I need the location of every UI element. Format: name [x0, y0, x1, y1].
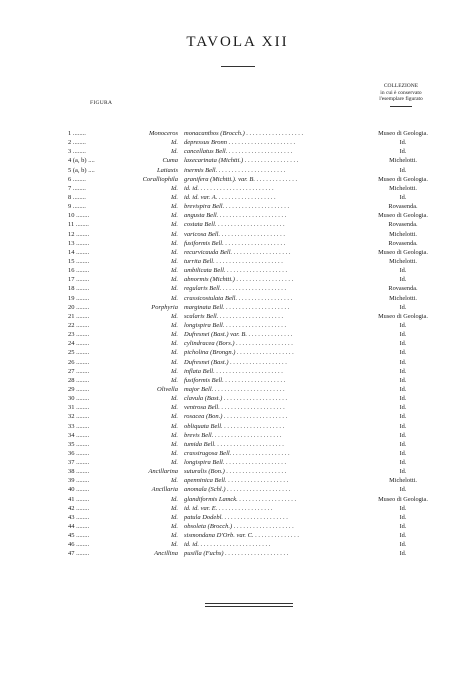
species-name: sismondana D'Orb. var. C. . . . . . . . . . . . . . .	[184, 532, 300, 540]
figure-number: 11 ........	[68, 221, 89, 229]
figure-number: 9 ........	[68, 203, 86, 211]
figure-number: 39 ........	[68, 477, 90, 485]
genus-name: Id.	[170, 541, 178, 549]
figure-number: 40 ........	[68, 486, 90, 494]
collection-name: Rovasenda.	[388, 203, 418, 211]
table-row	[0, 467, 475, 476]
table-row	[0, 403, 475, 412]
genus-name: Id.	[170, 513, 178, 521]
table-row	[0, 394, 475, 403]
collection-name: Id.	[399, 148, 407, 156]
header-collezione-line-2: in cui è conservato	[380, 89, 422, 96]
table-row	[0, 485, 475, 494]
table-row	[0, 422, 475, 431]
collection-name: Michelotti.	[389, 294, 417, 302]
species-name: ventrosa Bell. . . . . . . . . . . . . . . . . . . . .	[184, 404, 285, 412]
genus-name: Id.	[170, 285, 178, 293]
genus-name: Cuma	[162, 157, 178, 165]
figure-number: 29 ........	[68, 385, 90, 393]
table-row	[0, 522, 475, 531]
collection-name: Museo di Geologia.	[378, 248, 428, 256]
species-name: inflata Bell. . . . . . . . . . . . . . . . . . . . . .	[184, 367, 283, 375]
collection-name: Id.	[399, 385, 407, 393]
table-row	[0, 138, 475, 147]
figure-number: 47 ........	[68, 550, 90, 558]
species-name: longispira Bell. . . . . . . . . . . . . . . . . . . .	[184, 321, 287, 329]
species-name: crassirugosa Bell. . . . . . . . . . . . . . . . . . .	[184, 449, 290, 457]
figure-number: 20 ........	[68, 303, 90, 311]
species-name: crassicostulata Bell. . . . . . . . . . . . . . . . . .	[184, 294, 293, 302]
table-row	[0, 431, 475, 440]
species-name: tumida Bell. . . . . . . . . . . . . . . . . . . . . .	[184, 440, 285, 448]
species-name: rosacea (Bon.) . . . . . . . . . . . . . . . . . . . .	[184, 413, 288, 421]
genus-name: Ancillarina	[148, 468, 178, 476]
genus-name: Id.	[170, 395, 178, 403]
table-row	[0, 202, 475, 211]
table-row	[0, 549, 475, 558]
species-name: glandiformis Lamck. . . . . . . . . . . . . . . . . . .	[184, 495, 297, 503]
table-row	[0, 303, 475, 312]
collection-name: Museo di Geologia.	[378, 212, 428, 220]
genus-name: Id.	[170, 459, 178, 467]
collection-name: Museo di Geologia.	[378, 175, 428, 183]
page-title: TAVOLA XII	[186, 34, 289, 50]
genus-name: Id.	[170, 184, 178, 192]
collection-name: Id.	[399, 276, 407, 284]
genus-name: Id.	[170, 340, 178, 348]
table-row	[0, 513, 475, 522]
table-row	[0, 129, 475, 138]
species-name: fusiformis Bell. . . . . . . . . . . . . . . . . . . .	[184, 376, 286, 384]
collection-name: Michelotti.	[389, 257, 417, 265]
table-row	[0, 367, 475, 376]
figure-number: 3 ........	[68, 148, 86, 156]
species-name: pusilla (Fuchs) . . . . . . . . . . . . . . . . . . . .	[184, 550, 289, 558]
table-row	[0, 330, 475, 339]
collection-name: Id.	[399, 166, 407, 174]
collection-name: Id.	[399, 267, 407, 275]
species-name: id. id. var. A. . . . . . . . . . . . . . . . . . .	[184, 193, 276, 201]
species-name: suturalis (Bon.) . . . . . . . . . . . . . . . . . . .	[184, 468, 287, 476]
genus-name: Id.	[170, 221, 178, 229]
species-name: major Bell. . . . . . . . . . . . . . . . . . . . . . .	[184, 385, 285, 393]
table-row	[0, 257, 475, 266]
figure-number: 21 ........	[68, 312, 90, 320]
species-name: picholina (Brongn.) . . . . . . . . . . . . . . . . . .	[184, 349, 294, 357]
collection-name: Id.	[399, 139, 407, 147]
collection-name: Id.	[399, 340, 407, 348]
table-row	[0, 294, 475, 303]
species-name: longispira Bell. . . . . . . . . . . . . . . . . . . .	[184, 459, 287, 467]
figure-number: 1 ........	[68, 130, 86, 137]
genus-name: Id.	[170, 495, 178, 503]
species-name: monacanthos (Brocch.) . . . . . . . . . . . . . . . . . .	[184, 130, 304, 137]
header-figura: FIGURA	[90, 100, 113, 106]
table-row	[0, 476, 475, 485]
collection-name: Id.	[399, 431, 407, 439]
title-rule	[221, 66, 255, 67]
species-name: obliquata Bell. . . . . . . . . . . . . . . . . . . .	[184, 422, 285, 430]
genus-name: Id.	[170, 440, 178, 448]
table-row	[0, 312, 475, 321]
figure-number: 12 ........	[68, 230, 90, 238]
table-row	[0, 230, 475, 239]
table-row	[0, 376, 475, 385]
collection-name: Id.	[399, 404, 407, 412]
figure-number: 14 ........	[68, 248, 90, 256]
figure-number: 6 ........	[68, 175, 86, 183]
table-row	[0, 339, 475, 348]
table-row	[0, 385, 475, 394]
species-name: abnormis (Michtti.) . . . . . . . . . . . . . . . . . .	[184, 276, 294, 284]
figure-number: 16 ........	[68, 267, 90, 275]
collection-name: Id.	[399, 513, 407, 521]
species-name: id. id. var. E. . . . . . . . . . . . . . . . . .	[184, 504, 273, 512]
collection-name: Museo di Geologia.	[378, 312, 428, 320]
figure-number: 13 ........	[68, 239, 90, 247]
species-name: patula Dodebl. . . . . . . . . . . . . . . . . . . . .	[184, 513, 288, 521]
genus-name: Id.	[170, 267, 178, 275]
collection-name: Id.	[399, 331, 407, 339]
genus-name: Id.	[170, 248, 178, 256]
table-row	[0, 156, 475, 165]
collection-name: Rovasenda.	[388, 221, 418, 229]
collection-name: Id.	[399, 321, 407, 329]
collection-name: Id.	[399, 193, 407, 201]
species-table	[0, 129, 475, 559]
collection-name: Id.	[399, 504, 407, 512]
table-row	[0, 358, 475, 367]
species-name: scalaris Bell. . . . . . . . . . . . . . . . . . . . .	[184, 312, 284, 320]
table-row	[0, 239, 475, 248]
species-name: id. id. . . . . . . . . . . . . . . . . . . . . . .	[184, 541, 271, 549]
species-name: angusta Bell. . . . . . . . . . . . . . . . . . . . . .	[184, 212, 287, 220]
table-row	[0, 449, 475, 458]
species-name: inermis Bell. . . . . . . . . . . . . . . . . . . . . .	[184, 166, 286, 174]
figure-number: 38 ........	[68, 468, 90, 476]
table-row	[0, 495, 475, 504]
table-row	[0, 412, 475, 421]
genus-name: Coralliophila	[142, 175, 178, 183]
collection-name: Id.	[399, 395, 407, 403]
species-name: anomala (Schl.) . . . . . . . . . . . . . . . . . . . .	[184, 486, 291, 494]
species-name: Dufresnei (Bast.) var. B. . . . . . . . . . . . . . .	[184, 331, 293, 339]
genus-name: Id.	[170, 504, 178, 512]
figure-number: 23 ........	[68, 331, 90, 339]
species-name: id. id. . . . . . . . . . . . . . . . . . . . . . . .	[184, 184, 274, 192]
species-name: Dufresnei (Bast.) . . . . . . . . . . . . . . . . . .	[184, 358, 288, 366]
table-row	[0, 175, 475, 184]
collection-name: Id.	[399, 303, 407, 311]
genus-name: Olivella	[157, 385, 178, 393]
figure-number: 7 ........	[68, 184, 86, 192]
collection-name: Id.	[399, 440, 407, 448]
species-name: fusiformis Bell. . . . . . . . . . . . . . . . . . . .	[184, 239, 286, 247]
genus-name: Id.	[170, 257, 178, 265]
figure-number: 28 ........	[68, 376, 90, 384]
genus-name: Id.	[170, 148, 178, 156]
genus-name: Ancillina	[154, 550, 178, 558]
table-row	[0, 147, 475, 156]
table-row	[0, 504, 475, 513]
genus-name: Id.	[170, 230, 178, 238]
genus-name: Id.	[170, 331, 178, 339]
species-name: recurvicauda Bell. . . . . . . . . . . . . . . . . . .	[184, 248, 291, 256]
genus-name: Id.	[170, 523, 178, 531]
genus-name: Id.	[170, 449, 178, 457]
figure-number: 19 ........	[68, 294, 90, 302]
genus-name: Id.	[170, 139, 178, 147]
collection-name: Id.	[399, 349, 407, 357]
table-row	[0, 531, 475, 540]
collection-name: Id.	[399, 422, 407, 430]
figure-number: 17 ........	[68, 276, 90, 284]
genus-name: Id.	[170, 312, 178, 320]
figure-number: 31 ........	[68, 404, 90, 412]
figure-number: 27 ........	[68, 367, 90, 375]
figure-number: 32 ........	[68, 413, 90, 421]
figure-number: 22 ........	[68, 321, 90, 329]
figure-number: 42 ........	[68, 504, 90, 512]
figure-number: 18 ........	[68, 285, 90, 293]
genus-name: Id.	[170, 349, 178, 357]
species-name: cancellatus Bell. . . . . . . . . . . . . . . . . . . . .	[184, 148, 293, 156]
species-name: granifera (Michtti.). var. B. . . . . . . . . . . . . .	[184, 175, 298, 183]
collection-name: Id.	[399, 367, 407, 375]
collection-name: Michelotti.	[389, 157, 417, 165]
species-name: umbilicata Bell. . . . . . . . . . . . . . . . . . . .	[184, 267, 288, 275]
table-row	[0, 248, 475, 257]
genus-name: Id.	[170, 212, 178, 220]
species-name: depressus Bronn . . . . . . . . . . . . . . . . . . . . .	[184, 139, 296, 147]
species-name: cylindracea (Bors.) . . . . . . . . . . . . . . . . . .	[184, 340, 294, 348]
species-name: laxecarinata (Michtti.) . . . . . . . . . . . . . . . . .	[184, 157, 299, 165]
collection-name: Museo di Geologia.	[378, 130, 428, 137]
species-name: obsoleta (Brocch.) . . . . . . . . . . . . . . . . . . .	[184, 523, 294, 531]
collection-name: Id.	[399, 358, 407, 366]
figure-number: 45 ........	[68, 532, 90, 540]
figure-number: 30 ........	[68, 395, 90, 403]
species-name: clavula (Bast.) . . . . . . . . . . . . . . . . . . . .	[184, 395, 288, 403]
genus-name: Ancillaria	[151, 486, 178, 494]
table-row	[0, 284, 475, 293]
table-row	[0, 540, 475, 549]
genus-name: Id.	[170, 358, 178, 366]
species-name: varicosa Bell. . . . . . . . . . . . . . . . . . . . .	[184, 230, 286, 238]
collection-name: Rovasenda.	[388, 285, 418, 293]
collection-name: Id.	[399, 532, 407, 540]
figure-number: 35 ........	[68, 440, 90, 448]
species-name: turrita Bell. . . . . . . . . . . . . . . . . . . . . .	[184, 257, 283, 265]
figure-number: 37 ........	[68, 459, 90, 467]
collection-name: Id.	[399, 486, 407, 494]
collection-name: Rovasenda.	[388, 239, 418, 247]
table-row	[0, 348, 475, 357]
collection-name: Museo di Geologia.	[378, 495, 428, 503]
collection-name: Michelotti.	[389, 477, 417, 485]
genus-name: Monoceros	[148, 130, 178, 137]
genus-name: Id.	[170, 239, 178, 247]
genus-name: Id.	[170, 404, 178, 412]
collection-name: Id.	[399, 449, 407, 457]
figure-number: 25 ........	[68, 349, 90, 357]
table-row	[0, 275, 475, 284]
genus-name: Id.	[170, 477, 178, 485]
figure-number: 34 ........	[68, 431, 90, 439]
collection-name: Id.	[399, 541, 407, 549]
bottom-rule-bottom	[205, 606, 293, 607]
header-collezione-line-1: COLLEZIONE	[383, 83, 419, 89]
table-row	[0, 321, 475, 330]
species-name: brevispira Bell. . . . . . . . . . . . . . . . . . . . .	[184, 203, 290, 211]
figure-number: 41 ........	[68, 495, 90, 503]
figure-number: 4 (a, b) ....	[68, 157, 95, 165]
genus-name: Porphyria	[151, 303, 178, 311]
species-name: apenninica Bell. . . . . . . . . . . . . . . . . . . .	[184, 477, 289, 485]
genus-name: Id.	[170, 203, 178, 211]
collection-name: Id.	[399, 376, 407, 384]
figure-number: 10 ........	[68, 212, 90, 220]
figure-number: 33 ........	[68, 422, 90, 430]
table-row	[0, 166, 475, 175]
collection-name: Id.	[399, 413, 407, 421]
genus-name: Id.	[170, 413, 178, 421]
species-name: regularis Bell. . . . . . . . . . . . . . . . . . . . .	[184, 285, 287, 293]
collection-name: Id.	[399, 550, 407, 558]
collection-name: Michelotti.	[389, 230, 417, 238]
genus-name: Id.	[170, 431, 178, 439]
figure-number: 2 ........	[68, 139, 86, 147]
table-row	[0, 440, 475, 449]
collection-name: Michelotti.	[389, 184, 417, 192]
collection-name: Id.	[399, 468, 407, 476]
figure-number: 15 ........	[68, 257, 90, 265]
table-row	[0, 193, 475, 202]
table-row	[0, 220, 475, 229]
figure-number: 44 ........	[68, 523, 90, 531]
genus-name: Id.	[170, 193, 178, 201]
genus-name: Latiaxis	[157, 166, 178, 174]
header-collezione	[356, 83, 446, 107]
table-row	[0, 184, 475, 193]
bottom-rule-top	[205, 603, 293, 604]
genus-name: Id.	[170, 276, 178, 284]
table-row	[0, 266, 475, 275]
genus-name: Id.	[170, 321, 178, 329]
figure-number: 46 ........	[68, 541, 90, 549]
figure-number: 43 ........	[68, 513, 90, 521]
figure-number: 24 ........	[68, 340, 90, 348]
table-row	[0, 458, 475, 467]
collection-name: Id.	[399, 459, 407, 467]
header-collezione-line-3: l'esemplare figurato	[379, 96, 423, 103]
figure-number: 8 ........	[68, 193, 86, 201]
genus-name: Id.	[170, 532, 178, 540]
collection-name: Id.	[399, 523, 407, 531]
genus-name: Id.	[170, 422, 178, 430]
figure-number: 5 (a, b) ....	[68, 166, 95, 174]
species-name: marginata Bell. . . . . . . . . . . . . . . . . . . . .	[184, 303, 290, 311]
species-name: costata Bell. . . . . . . . . . . . . . . . . . . . . .	[184, 221, 285, 229]
genus-name: Id.	[170, 367, 178, 375]
species-name: brevis Bell. . . . . . . . . . . . . . . . . . . . . .	[184, 431, 282, 439]
header-collezione-rule	[390, 106, 412, 107]
table-row	[0, 211, 475, 220]
genus-name: Id.	[170, 294, 178, 302]
figure-number: 36 ........	[68, 449, 90, 457]
figure-number: 26 ........	[68, 358, 90, 366]
genus-name: Id.	[170, 376, 178, 384]
